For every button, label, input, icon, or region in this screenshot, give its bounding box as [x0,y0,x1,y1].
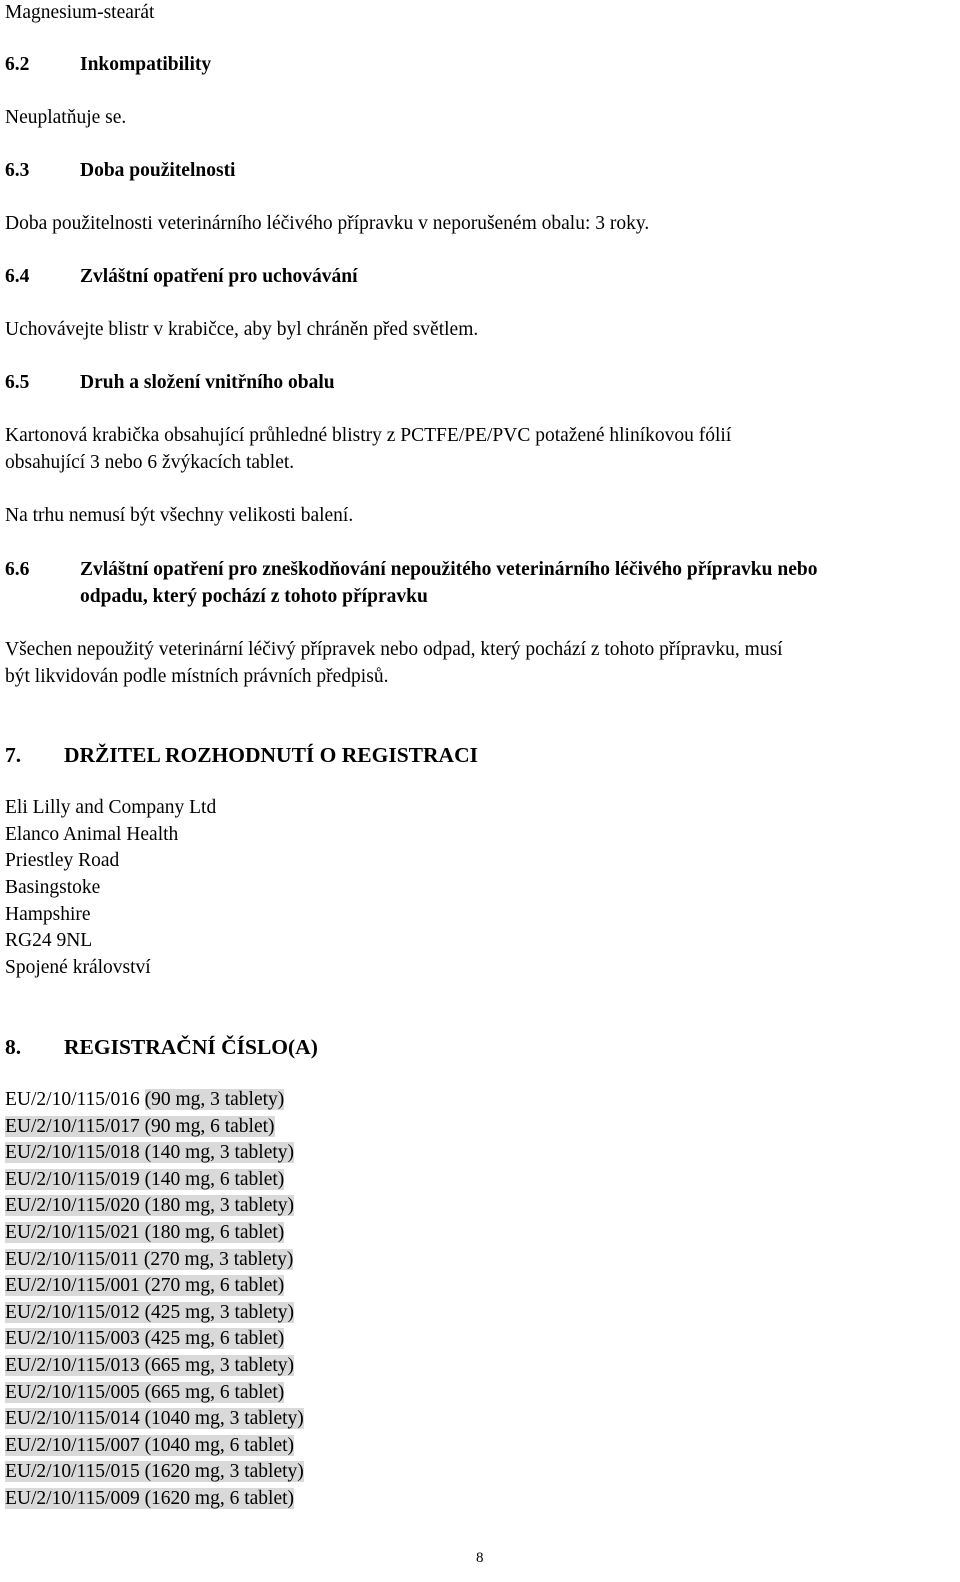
registration-number-item: EU/2/10/115/014 (1040 mg, 3 tablety) [5,1408,304,1430]
section-8-title: REGISTRAČNÍ ČÍSLO(A) [64,1035,318,1059]
section-7-heading [5,742,478,768]
section-6-5-number: 6.5 [5,372,30,393]
section-6-4-title: Zvláštní opatření pro uchovávání [80,266,358,287]
section-6-5-text-line-1: Kartonová krabička obsahující průhledné blistry z PCTFE/PE/PVC potažené hliníkovou fólií [5,425,732,446]
registration-number-item: EU/2/10/115/018 (140 mg, 3 tablety) [5,1142,295,1164]
section-6-6-text-line-2: být likvidován podle místních právních předpisů. [5,666,389,687]
section-6-4-text: Uchovávejte blistr v krabičce, aby byl chráněn před světlem. [5,319,479,340]
registration-number-item: EU/2/10/115/015 (1620 mg, 3 tablety) [5,1461,304,1483]
section-6-6-heading [5,557,817,583]
section-6-5-note: Na trhu nemusí být všechny velikosti balení. [5,505,354,526]
section-6-2-number: 6.2 [5,54,30,75]
registration-number-item: EU/2/10/115/011 (270 mg, 3 tablety) [5,1248,294,1270]
section-6-2-text: Neuplatňuje se. [5,107,127,128]
registration-number-item: EU/2/10/115/009 (1620 mg, 6 tablet) [5,1487,295,1509]
section-6-5-heading [5,370,335,396]
section-6-6-text-line-1: Všechen nepoužitý veterinární léčivý přípravek nebo odpad, který pochází z tohoto přípravku, musí [5,639,783,660]
registration-number-item: EU/2/10/115/012 (425 mg, 3 tablety) [5,1301,295,1323]
holder-address-line: Spojené království [5,957,151,978]
page-number: 8 [476,1550,484,1566]
section-6-6-title-line-1: Zvláštní opatření pro zneškodňování nepoužitého veterinárního léčivého přípravku nebo [80,559,818,580]
section-6-2-title: Inkompatibility [80,54,212,75]
registration-number-item: EU/2/10/115/020 (180 mg, 3 tablety) [5,1195,295,1217]
registration-detail: (90 mg, 3 tablety) [144,1089,285,1110]
registration-number-item: EU/2/10/115/001 (270 mg, 6 tablet) [5,1275,285,1297]
section-6-2-heading [5,52,211,78]
registration-number-item: EU/2/10/115/021 (180 mg, 6 tablet) [5,1221,285,1243]
section-8-heading [5,1034,318,1060]
holder-address-line: RG24 9NL [5,930,93,951]
excipient-line: Magnesium-stearát [5,2,155,23]
section-6-6-number: 6.6 [5,559,30,580]
holder-address-line: Priestley Road [5,850,120,871]
holder-address-line: Hampshire [5,904,91,925]
registration-number-list [5,1087,304,1513]
holder-address-line: Elanco Animal Health [5,824,179,845]
section-6-5-text-line-2: obsahující 3 nebo 6 žvýkacích tablet. [5,452,295,473]
registration-number-item: EU/2/10/115/007 (1040 mg, 6 tablet) [5,1434,295,1456]
registration-number-item: EU/2/10/115/013 (665 mg, 3 tablety) [5,1354,295,1376]
section-8-number: 8. [5,1035,22,1059]
section-6-3-number: 6.3 [5,160,30,181]
section-6-6-title-line-2: odpadu, který pochází z tohoto přípravku [80,586,428,607]
section-7-title: DRŽITEL ROZHODNUTÍ O REGISTRACI [64,743,478,767]
section-6-4-number: 6.4 [5,266,30,287]
holder-address-line: Basingstoke [5,877,101,898]
registration-number-item: EU/2/10/115/019 (140 mg, 6 tablet) [5,1168,285,1190]
registration-number-item: EU/2/10/115/003 (425 mg, 6 tablet) [5,1328,285,1350]
registration-number-item: EU/2/10/115/017 (90 mg, 6 tablet) [5,1115,275,1137]
section-7-number: 7. [5,743,22,767]
section-6-4-heading [5,264,358,290]
registration-number-item: EU/2/10/115/005 (665 mg, 6 tablet) [5,1381,285,1403]
registration-number-item [5,1087,304,1114]
registration-code: EU/2/10/115/016 [5,1089,140,1110]
section-6-5-title: Druh a složení vnitřního obalu [80,372,335,393]
section-6-3-text: Doba použitelnosti veterinárního léčivého přípravku v neporušeném obalu: 3 roky. [5,213,650,234]
section-6-3-heading [5,158,235,184]
section-6-3-title: Doba použitelnosti [80,160,236,181]
holder-address-line: Eli Lilly and Company Ltd [5,797,217,818]
